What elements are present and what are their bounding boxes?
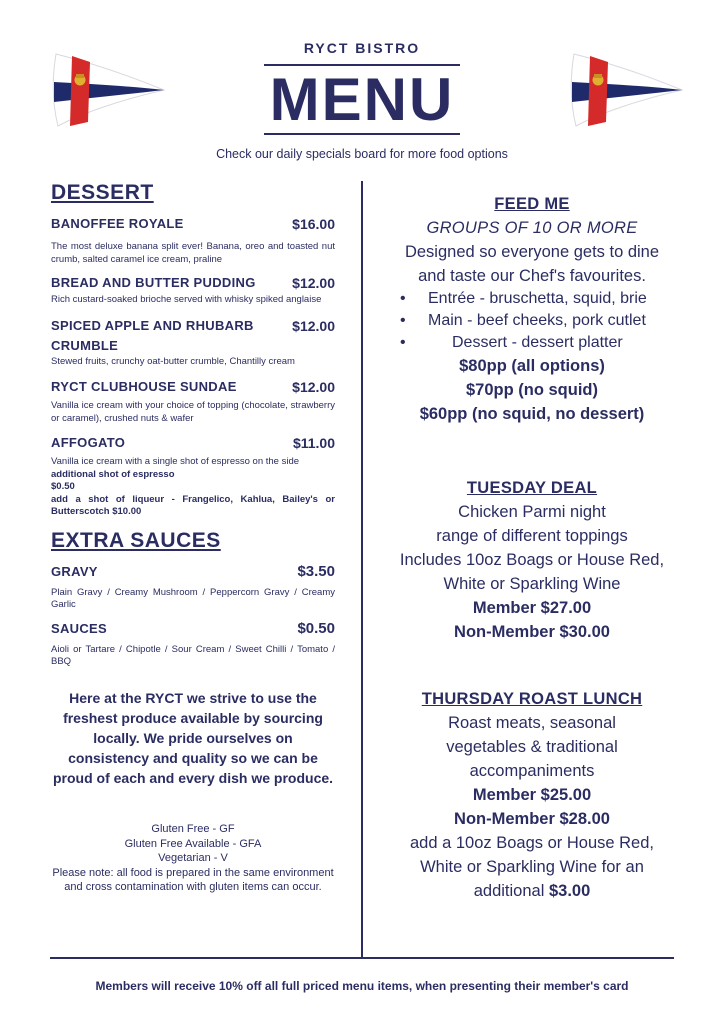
item-name: BANOFFEE ROYALE [51, 216, 184, 231]
item-description [51, 456, 335, 519]
feed-me-price-no-squid: $70pp (no squid) [466, 381, 598, 399]
item-name: SPICED APPLE AND RHUBARB CRUMBLE [51, 317, 254, 353]
legend-v: Vegetarian - V [158, 852, 228, 864]
specials-note: Check our daily specials board for more food options [216, 147, 508, 161]
menu-item [51, 377, 335, 425]
club-burgee-flag-icon [568, 50, 686, 128]
item-description: Plain Gravy / Creamy Mushroom / Peppercorn Gravy / Creamy Garlic [51, 586, 335, 610]
item-name: GRAVY [51, 563, 98, 579]
thursday-heading: THURSDAY ROAST LUNCH [421, 690, 643, 708]
item-description: Vanilla ice cream with your choice of topping (chocolate, strawberry or caramel), crushed nuts & wafer [51, 400, 335, 424]
list-item: • Dessert - dessert platter [400, 334, 623, 351]
extra-sauces-heading: EXTRA SAUCES [51, 528, 221, 552]
addon-text: add a 10oz Boags or House Red, White or Sparkling Wine for an additional [410, 834, 654, 900]
thursday-description: Roast meats, seasonal vegetables & traditional accompaniments [446, 714, 618, 780]
thursday-non-member-price: Non-Member $28.00 [454, 810, 610, 828]
item-description: The most deluxe banana split ever! Banana, oreo and toasted nut crumb, salted caramel ice cream, praline [51, 241, 335, 265]
feed-me-description: Designed so everyone gets to dine and taste our Chef's favourites. [404, 243, 660, 285]
list-item: • Main - beef cheeks, pork cutlet [400, 312, 646, 329]
sourcing-statement: Here at the RYCT we strive to use the freshest produce available by sourcing locally. We pride ourselves on consistency and quality so we can be proud of each and every dish we produce. [52, 690, 334, 786]
tuesday-member-price: Member $27.00 [472, 599, 592, 617]
affogato-extra: additional shot of espresso [51, 468, 175, 480]
item-price: $12.00 [292, 317, 335, 334]
thursday-member-price: Member $25.00 [472, 786, 592, 804]
menu-item [51, 316, 335, 369]
legend-gfa: Gluten Free Available - GFA [124, 837, 262, 850]
feed-me-price-all: $80pp (all options) [459, 357, 605, 375]
left-column [51, 180, 335, 669]
tuesday-line-3: Includes 10oz Boags or House Red, White or Sparkling Wine [399, 551, 665, 593]
dietary-legend [51, 822, 335, 895]
item-price: $12.00 [292, 275, 335, 291]
item-description: Aioli or Tartare / Chipotle / Sour Cream / Sweet Chilli / Tomato / BBQ [51, 643, 335, 667]
footer-divider [50, 957, 674, 959]
feed-me-heading: FEED ME [494, 195, 570, 213]
title-rule-bottom [264, 133, 460, 135]
item-name: AFFOGATO [51, 435, 126, 450]
course-main: Main - beef cheeks, pork cutlet [428, 312, 646, 329]
menu-item [51, 433, 335, 519]
menu-item [51, 273, 335, 307]
thursday-roast-section [380, 687, 684, 903]
tuesday-heading: TUESDAY DEAL [466, 479, 598, 497]
item-price: $12.00 [292, 379, 335, 395]
affogato-desc: Vanilla ice cream with a single shot of espresso on the side [51, 456, 300, 467]
dessert-heading: DESSERT [51, 181, 154, 204]
item-price: $0.50 [297, 619, 335, 637]
addon-price: $3.00 [548, 882, 591, 900]
item-name: RYCT CLUBHOUSE SUNDAE [51, 379, 237, 394]
bistro-name: RYCT BISTRO [303, 40, 421, 56]
menu-item [51, 619, 335, 669]
feed-me-subtitle: GROUPS OF 10 OR MORE [426, 219, 638, 237]
item-name: SAUCES [51, 620, 107, 636]
tuesday-line-2: range of different toppings [436, 527, 628, 545]
legend-gf: Gluten Free - GF [151, 823, 235, 835]
list-item: • Entrée - bruschetta, squid, brie [400, 290, 647, 307]
item-name: BREAD AND BUTTER PUDDING [51, 275, 256, 290]
feed-me-courses [380, 288, 684, 354]
menu-item [51, 214, 335, 266]
page-title: MENU [269, 66, 455, 133]
item-description: Stewed fruits, crunchy oat-butter crumble, Chantilly cream [51, 355, 295, 367]
affogato-liqueur: add a shot of liqueur - Frangelico, Kahlua, Bailey's or Butterscotch $10.00 [51, 493, 335, 517]
tuesday-line-1: Chicken Parmi night [458, 503, 606, 521]
feed-me-section [380, 192, 684, 426]
menu-item [51, 562, 335, 612]
item-price: $16.00 [292, 216, 335, 232]
item-description: Rich custard-soaked brioche served with whisky spiked anglaise [51, 294, 322, 305]
item-price: $3.50 [297, 562, 335, 580]
course-dessert: Dessert - dessert platter [452, 334, 623, 351]
tuesday-deal-section [380, 476, 684, 644]
club-burgee-flag-icon [50, 50, 168, 128]
feed-me-price-no-squid-dessert: $60pp (no squid, no dessert) [419, 405, 645, 423]
item-price: $11.00 [292, 435, 335, 451]
course-entree: Entrée - bruschetta, squid, brie [428, 290, 647, 307]
thursday-addon [380, 831, 684, 903]
affogato-extra-price: $0.50 [51, 481, 75, 492]
column-divider [361, 181, 363, 957]
member-discount-note: Members will receive 10% off all full priced menu items, when presenting their member's card [95, 979, 629, 993]
tuesday-non-member-price: Non-Member $30.00 [454, 623, 610, 641]
cross-contamination-note: Please note: all food is prepared in the same environment and cross contamination with gluten items can occur. [52, 866, 334, 893]
